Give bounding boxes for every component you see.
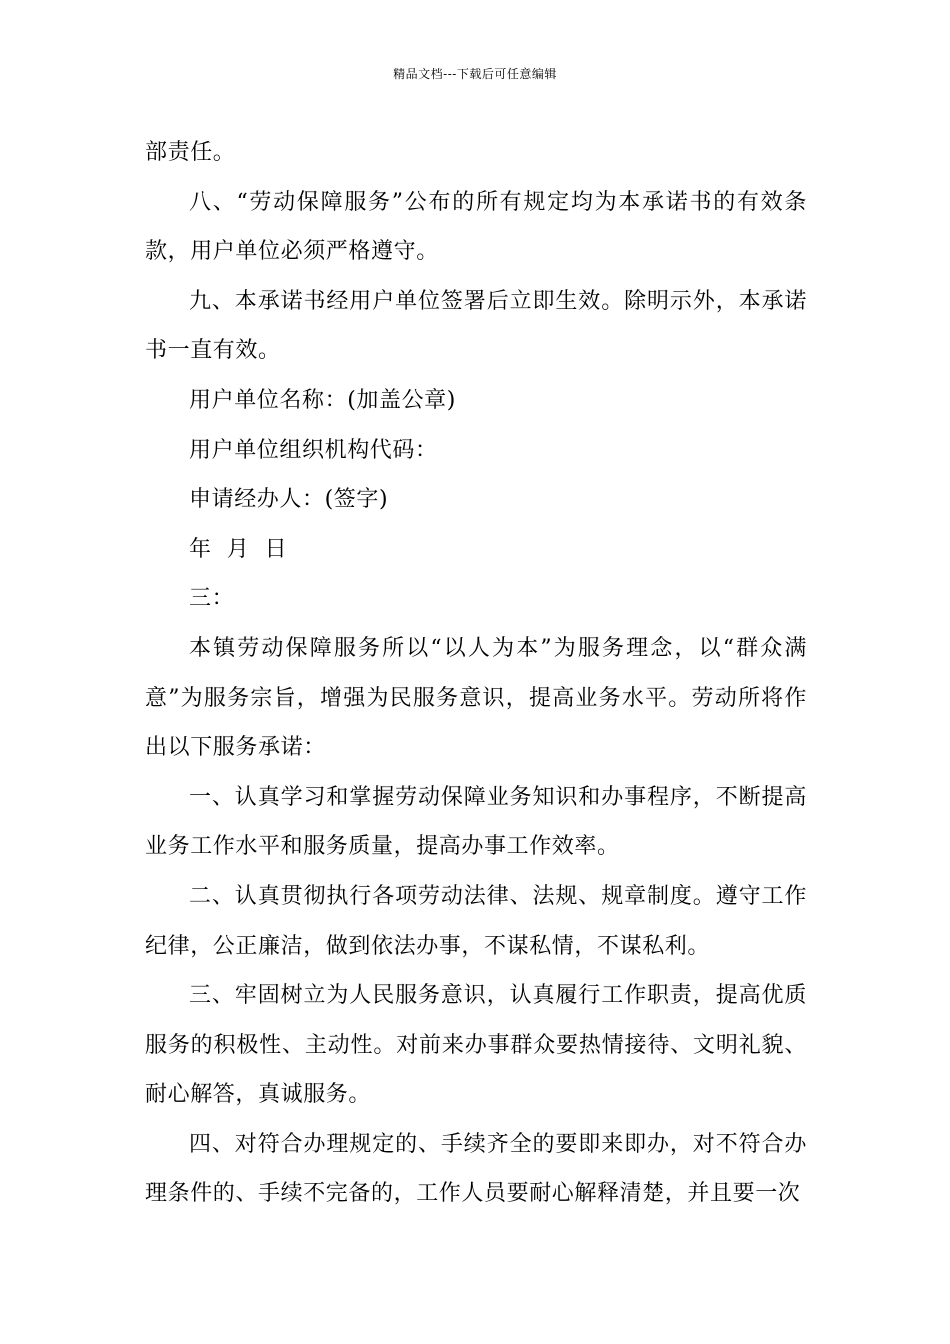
paragraph: 四、对符合办理规定的、手续齐全的要即来即办，对不符合办理条件的、手续不完备的，工作人员要耐心解释清楚，并且要一次 — [145, 1131, 807, 1207]
page-header: 精品文档---下载后可任意编辑 — [393, 67, 557, 81]
paragraph: 九、本承诺书经用户单位签署后立即生效。除明示外，本承诺书一直有效。 — [145, 288, 807, 364]
paragraph: 三、牢固树立为人民服务意识，认真履行工作职责，提高优质服务的积极性、主动性。对前来办事群众要热情接待、文明礼貌、耐心解答，真诚服务。 — [145, 983, 807, 1108]
section-heading: 三： — [189, 586, 235, 612]
paragraph: 八、“劳动保障服务”公布的所有规定均为本承诺书的有效条款，用户单位必须严格遵守。 — [145, 189, 807, 265]
paragraph: 二、认真贯彻执行各项劳动法律、法规、规章制度。遵守工作纪律，公正廉洁，做到依法办事，不谋私情，不谋私利。 — [145, 883, 807, 959]
paragraph: 一、认真学习和掌握劳动保障业务知识和办事程序，不断提高业务工作水平和服务质量，提高办事工作效率。 — [145, 784, 807, 860]
date-line: 年 月 日 — [189, 536, 288, 562]
field-label-org-code: 用户单位组织机构代码： — [189, 437, 438, 463]
field-label-applicant: 申请经办人：(签字) — [189, 487, 389, 513]
paragraph: 部责任。 — [145, 140, 236, 165]
paragraph: 本镇劳动保障服务所以“以人为本”为服务理念，以“群众满意”为服务宗旨，增强为民服务意识，提高业务水平。劳动所将作出以下服务承诺： — [145, 635, 807, 761]
field-label-company-name: 用户单位名称：(加盖公章) — [189, 387, 456, 413]
document-body — [145, 128, 807, 1219]
